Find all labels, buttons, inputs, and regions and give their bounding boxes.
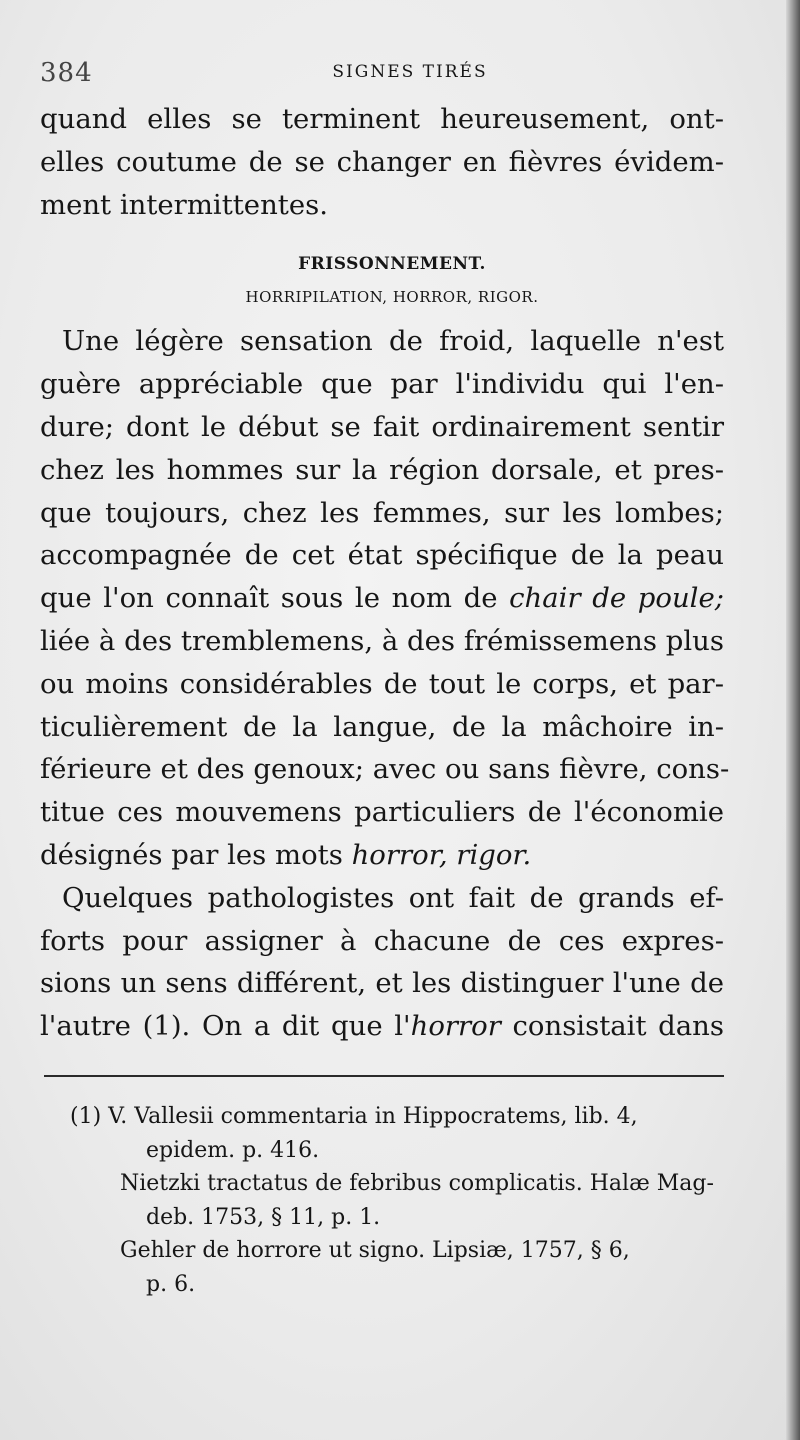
- text-line: Quelques pathologistes ont fait de grands ef-: [62, 881, 724, 914]
- body-text: [40, 98, 730, 1048]
- section-title: FRISSONNEMENT.: [298, 254, 486, 275]
- text-line: accompagnée de cet état spécifique de la peau: [40, 539, 724, 572]
- text-fragment: consistait dans: [500, 1010, 724, 1043]
- running-head: SIGNES TIRÉS: [332, 62, 488, 82]
- text-line: ou moins considérables de tout le corps, et par-: [40, 667, 724, 700]
- page-gutter-shadow: [786, 0, 800, 1440]
- text-line: férieure et des genoux; avec ou sans fièvre, cons-: [40, 753, 730, 786]
- text-line: dure; dont le début se fait ordinairement sentir: [40, 410, 724, 443]
- footnote-line: deb. 1753, § 11, p. 1.: [146, 1204, 381, 1230]
- text-line: [40, 834, 724, 877]
- page-header: [40, 58, 740, 98]
- paragraph-1: [40, 320, 730, 876]
- text-line: titue ces mouvemens particuliers de l'économie: [40, 796, 724, 829]
- text-line: quand elles se terminent heureusement, ont-: [40, 103, 724, 135]
- text-line: [40, 1005, 724, 1048]
- footnote-line: epidem. p. 416.: [146, 1137, 320, 1163]
- paragraph-2: [40, 877, 724, 1048]
- footnotes: [70, 1100, 722, 1301]
- footnote-rule: [44, 1075, 724, 1077]
- text-fragment: désignés par les mots: [40, 838, 352, 871]
- text-line: liée à des tremblemens, à des frémissemens plus: [40, 624, 724, 657]
- footnote-marker: (1): [70, 1104, 102, 1129]
- footnote-line: p. 6.: [146, 1271, 196, 1297]
- text-fragment: que l'on connaît sous le nom de: [40, 582, 510, 615]
- text-line: [40, 577, 724, 620]
- section-subtitle: HORRIPILATION, HORROR, RIGOR.: [245, 288, 539, 307]
- italic-term: chair de poule;: [509, 582, 724, 615]
- text-line: elles coutume de se changer en fièvres évidem-: [40, 145, 724, 178]
- text-line: Une légère sensation de froid, laquelle n'est: [62, 325, 724, 358]
- text-line: ticulièrement de la langue, de la mâchoire in-: [40, 710, 724, 743]
- footnote-line: [70, 1100, 722, 1134]
- text-line: ment intermittentes.: [40, 188, 328, 221]
- text-fragment: l'autre (1). On a dit que l': [40, 1010, 411, 1043]
- text-line: guère appréciable que par l'individu qui l'en-: [40, 368, 724, 401]
- footnote-line: Gehler de horrore ut signo. Lipsiæ, 1757, § 6,: [120, 1238, 630, 1263]
- footnote-text: V. Vallesii commentaria in Hippocratems, lib. 4,: [108, 1104, 638, 1129]
- text-line: que toujours, chez les femmes, sur les lombes;: [40, 496, 724, 529]
- page-number: 384: [40, 58, 93, 88]
- italic-term: horror, rigor.: [351, 838, 532, 871]
- text-line: forts pour assigner à chacune de ces expres-: [40, 924, 724, 957]
- italic-term: horror: [410, 1010, 501, 1043]
- text-line: sions un sens différent, et les distinguer l'une de: [40, 967, 724, 1000]
- footnote-line: Nietzki tractatus de febribus complicatis. Halæ Mag-: [120, 1171, 714, 1196]
- text-line: chez les hommes sur la région dorsale, et pres-: [40, 453, 724, 486]
